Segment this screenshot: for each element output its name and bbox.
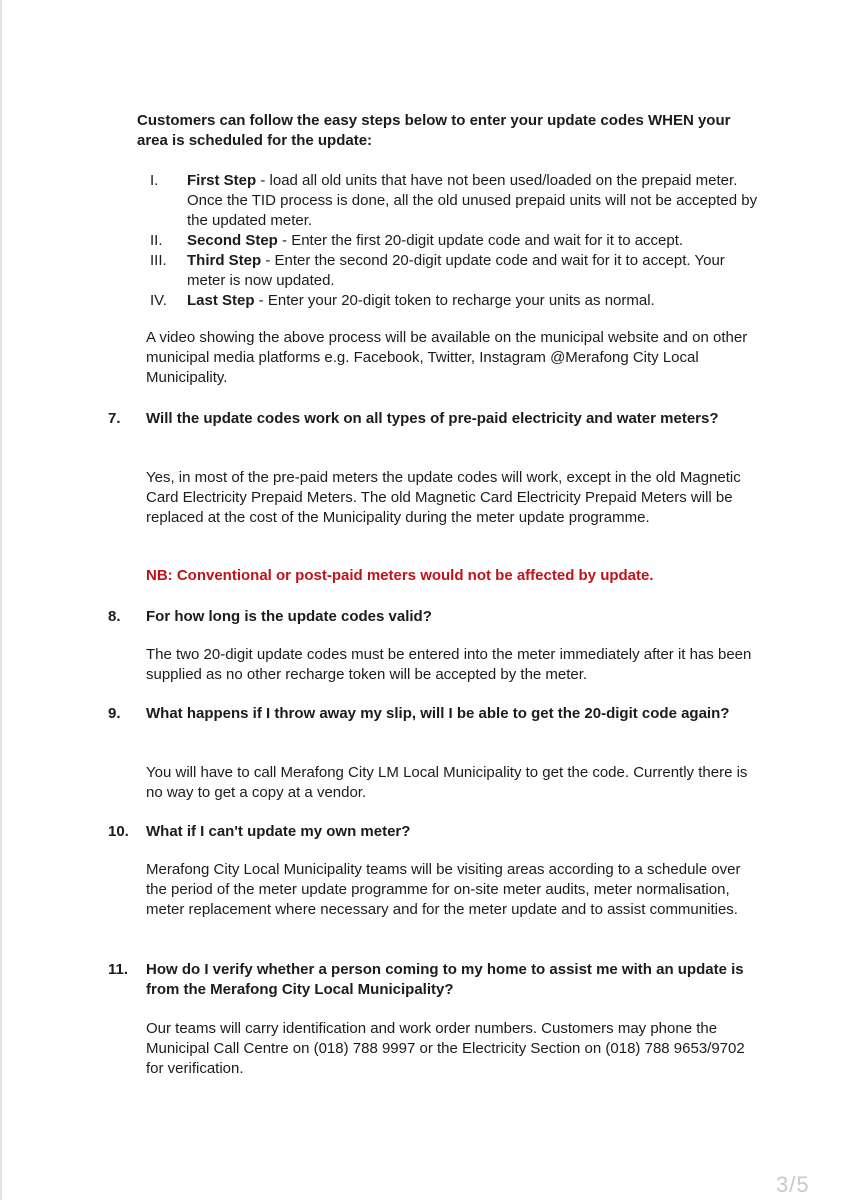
step-item <box>150 231 760 251</box>
question-text: What if I can't update my own meter? <box>146 823 411 840</box>
faq-question-10 <box>108 822 758 842</box>
question-number: 10. <box>108 823 129 840</box>
faq-question-8 <box>108 607 758 627</box>
step-item <box>150 171 760 231</box>
step-title: Last Step <box>187 292 255 309</box>
step-numeral: IV. <box>150 292 167 309</box>
step-text: - Enter the first 20-digit update code and wait for it to accept. <box>277 232 684 249</box>
question-text: Will the update codes work on all types of pre-paid electricity and water meters? <box>146 410 719 427</box>
video-note: A video showing the above process will be available on the municipal website and on other municipal media platforms e.g. Facebook, Twitter, Instagram @Merafong City Local Municipality. <box>146 329 748 386</box>
step-title: First Step <box>187 172 257 189</box>
faq-question-9 <box>108 704 758 724</box>
steps-list <box>150 171 760 311</box>
faq-question-11 <box>108 960 758 1000</box>
faq-question-7 <box>108 409 758 429</box>
faq-answer-8: The two 20-digit update codes must be entered into the meter immediately after it has been supplied as no other recharge token will be accepted by the meter. <box>146 646 752 683</box>
step-text: - Enter the second 20-digit update code and wait for it to accept. Your meter is now updated. <box>187 252 725 289</box>
step-numeral: I. <box>150 172 159 189</box>
faq-note-7: NB: Conventional or post-paid meters would not be affected by update. <box>146 567 654 584</box>
question-number: 11. <box>108 961 129 978</box>
page-edge <box>0 0 2 1200</box>
steps-intro: Customers can follow the easy steps below to enter your update codes WHEN your area is scheduled for the update: <box>137 112 731 149</box>
step-item <box>150 291 760 311</box>
question-text: For how long is the update codes valid? <box>146 608 432 625</box>
faq-answer-10: Merafong City Local Municipality teams will be visiting areas according to a schedule over the period of the meter update programme for on-site meter audits, meter normalisation, meter replacement where necessary and for the meter update and to assist communities. <box>146 861 741 918</box>
page-indicator: 3/5 <box>776 1172 810 1197</box>
faq-answer-7: Yes, in most of the pre-paid meters the update codes will work, except in the old Magnetic Card Electricity Prepaid Meters. The old Magnetic Card Electricity Prepaid Meters will be replaced at the cost of the Municipality during the meter update programme. <box>146 469 741 526</box>
step-text: - load all old units that have not been used/loaded on the prepaid meter. Once the TID process is done, all the old unused prepaid units will not be accepted by the updated meter. <box>187 172 758 229</box>
question-number: 9. <box>108 705 121 722</box>
step-title: Third Step <box>187 252 262 269</box>
step-title: Second Step <box>187 232 278 249</box>
faq-answer-11: Our teams will carry identification and work order numbers. Customers may phone the Municipal Call Centre on (018) 788 9997 or the Electricity Section on (018) 788 9653/9702 for verification. <box>146 1020 745 1077</box>
question-text: What happens if I throw away my slip, will I be able to get the 20-digit code again? <box>146 705 730 722</box>
question-number: 8. <box>108 608 121 625</box>
question-text: How do I verify whether a person coming to my home to assist me with an update is from the Merafong City Local Municipality? <box>146 961 744 998</box>
question-number: 7. <box>108 410 121 427</box>
step-item <box>150 251 760 291</box>
step-numeral: III. <box>150 252 167 269</box>
step-text: - Enter your 20-digit token to recharge your units as normal. <box>254 292 655 309</box>
faq-answer-9: You will have to call Merafong City LM Local Municipality to get the code. Currently there is no way to get a copy at a vendor. <box>146 764 748 801</box>
step-numeral: II. <box>150 232 163 249</box>
